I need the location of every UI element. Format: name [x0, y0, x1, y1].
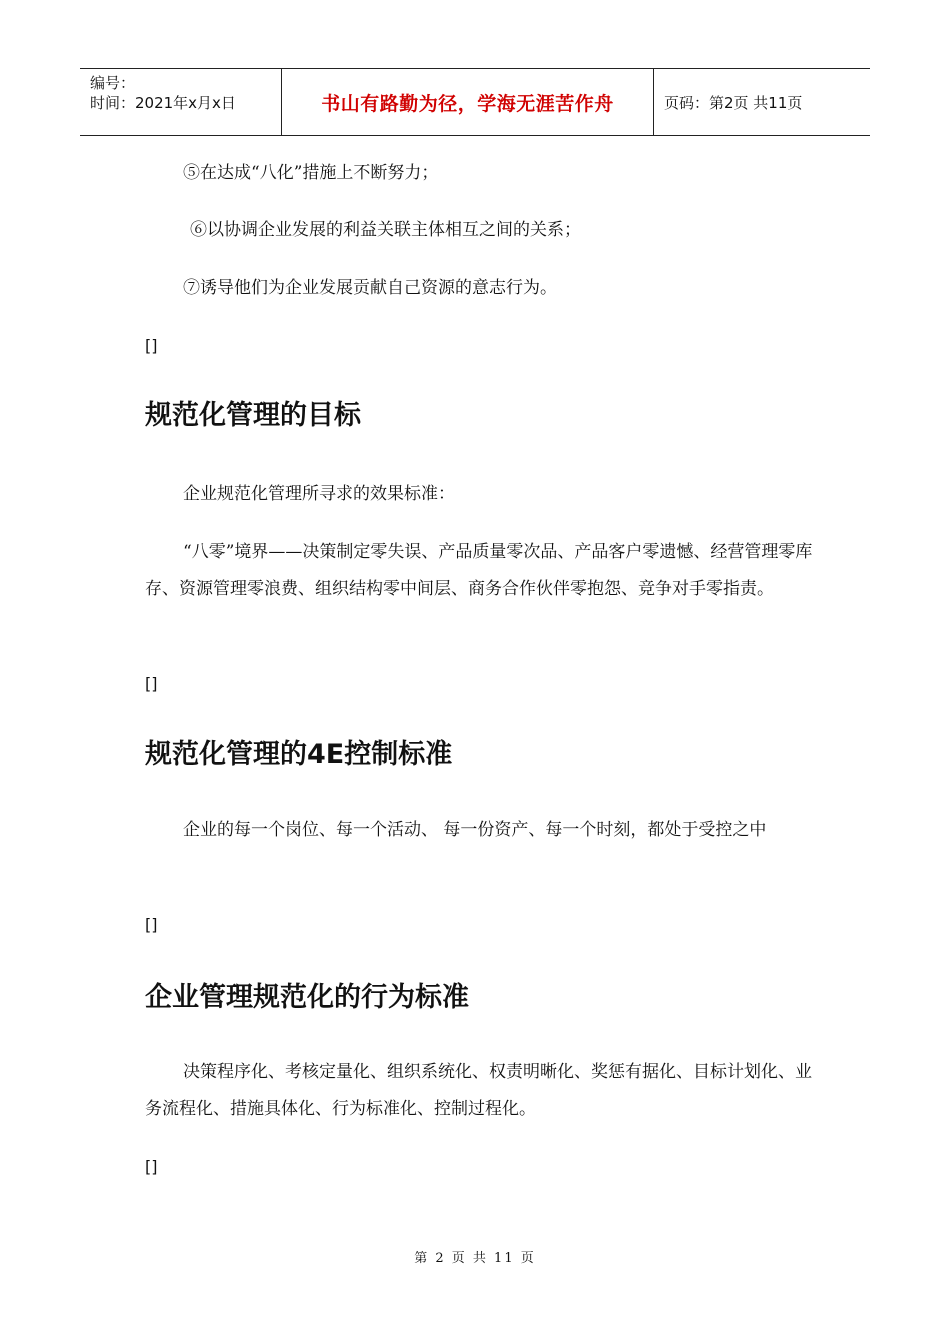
- section-paragraph: 企业规范化管理所寻求的效果标准：: [183, 484, 455, 504]
- empty-bracket: []: [145, 336, 158, 355]
- section-heading: 企业管理规范化的行为标准: [145, 982, 469, 1013]
- list-item: ⑤在达成“八化”措施上不断努力；: [183, 163, 439, 183]
- header-meta: [80, 69, 282, 135]
- section-heading: 规范化管理的目标: [145, 400, 361, 431]
- header-page-info: 页码：第2页 共11页: [664, 93, 803, 112]
- document-date: 时间：2021年x月x日: [90, 94, 236, 112]
- empty-bracket: []: [145, 1157, 158, 1176]
- page-header: [80, 68, 870, 136]
- section-heading: 规范化管理的4E控制标准: [145, 739, 453, 770]
- list-item: ⑥以协调企业发展的利益关联主体相互之间的关系；: [190, 220, 581, 240]
- empty-bracket: []: [145, 674, 158, 693]
- page-footer: 第 2 页 共 11 页: [414, 1251, 536, 1266]
- section-paragraph: “八零”境界——决策制定零失误、产品质量零次品、产品客户零遗憾、经营管理零库存、资源管理零浪费、组织结构零中间层、商务合作伙伴零抱怨、竞争对手零指责。: [145, 542, 813, 599]
- section-paragraph: 决策程序化、考核定量化、组织系统化、权责明晰化、奖惩有据化、目标计划化、业务流程化、措施具体化、行为标准化、控制过程化。: [145, 1062, 812, 1119]
- list-item: ⑦诱导他们为企业发展贡献自己资源的意志行为。: [183, 278, 557, 298]
- document-number-label: 编号：: [90, 74, 136, 92]
- section-paragraph: 企业的每一个岗位、每一个活动、 每一份资产、每一个时刻，都处于受控之中: [183, 820, 767, 840]
- empty-bracket: []: [145, 915, 158, 934]
- header-motto: 书山有路勤为径，学海无涯苦作舟: [282, 69, 654, 135]
